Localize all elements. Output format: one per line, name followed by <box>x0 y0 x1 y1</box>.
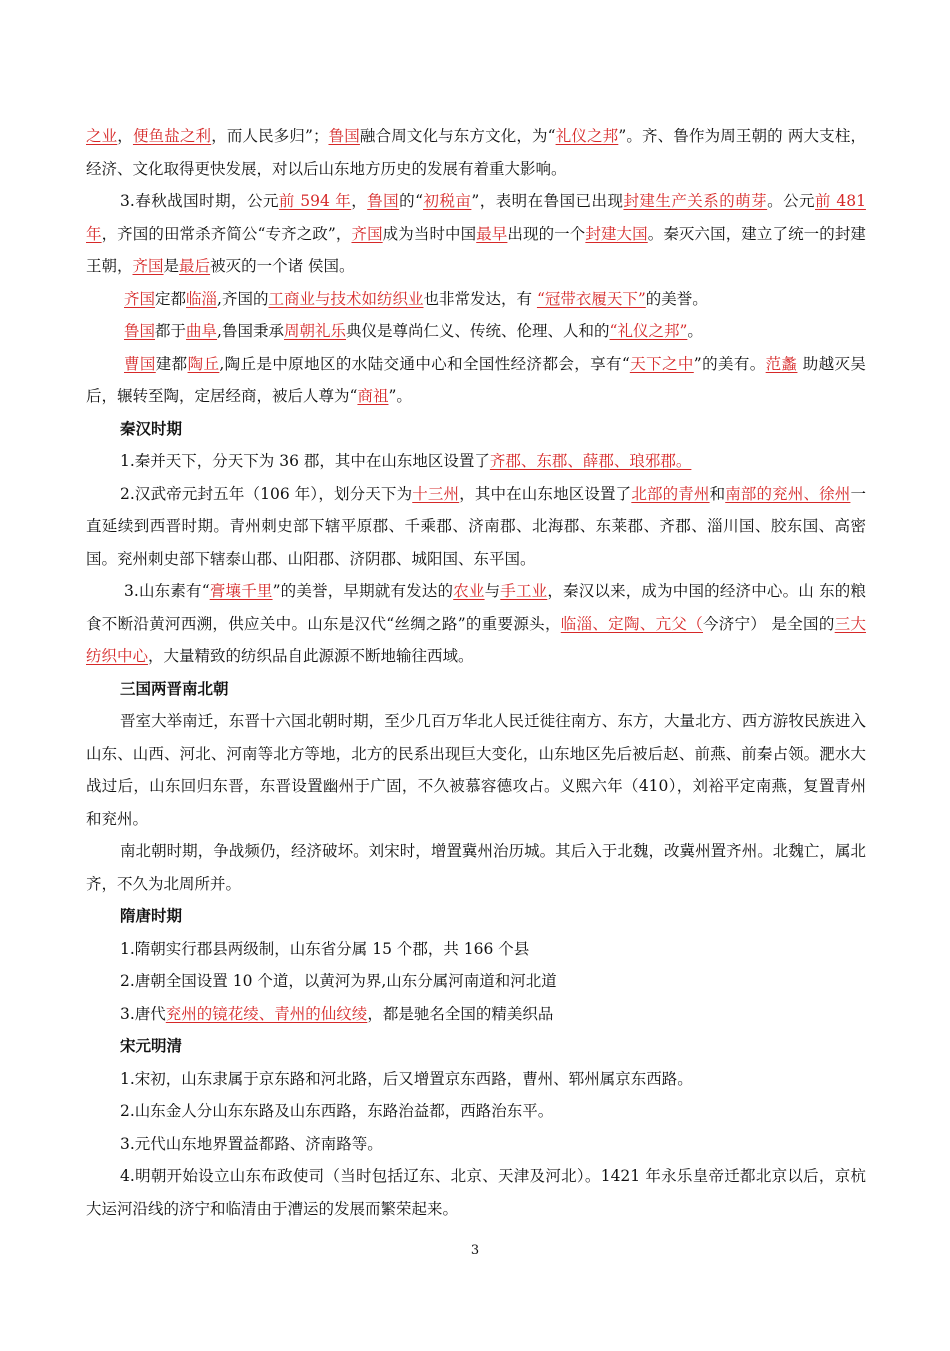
highlighted-term: 最早 <box>476 224 508 243</box>
highlighted-term: “礼仪之邦” <box>609 322 688 340</box>
text-run: 今济宁） 是全国的 <box>703 614 835 633</box>
highlighted-term: 封建生产关系的萌芽 <box>623 192 768 210</box>
highlighted-term: 礼仪之邦 <box>555 127 619 145</box>
text-run: 融合周文化与东方文化，为“ <box>359 127 556 145</box>
highlighted-term: 三大纺织中心 <box>86 614 866 665</box>
text-run: 和 <box>709 484 726 503</box>
text-run: 典仪是尊尚仁义、传统、伦理、人和的 <box>346 322 610 340</box>
text-run: ”，表明在鲁国已出现 <box>471 192 624 210</box>
paragraph <box>86 185 866 283</box>
highlighted-term: 前 594 年 <box>278 192 352 210</box>
text-run: 1.隋朝实行郡县两级制，山东省分属 15 个郡，共 166 个县 <box>120 939 530 958</box>
highlighted-term: 商祖 <box>357 387 389 405</box>
paragraph <box>86 348 866 413</box>
highlighted-term: 齐国 <box>124 289 156 308</box>
highlighted-term: 兖州的镜花绫、青州的仙纹绫 <box>165 1004 368 1023</box>
text-run: ， <box>117 127 133 145</box>
highlighted-term: 便鱼盐之利 <box>132 127 212 145</box>
text-run: ，秦汉以来，成为中国的经济中心。山 东的粮食不断沿黄河西溯，供应关中。山东是汉代“丝绸之路”的重要源头， <box>86 582 866 633</box>
paragraph <box>86 933 866 966</box>
text-run: 出现的一个 <box>507 224 586 243</box>
paragraph <box>86 478 866 576</box>
paragraph <box>86 120 866 185</box>
paragraph <box>86 315 866 348</box>
highlighted-term: 天下之中 <box>629 354 694 373</box>
highlighted-term: 工商业与技术如纺织业 <box>268 289 424 308</box>
text-run: 助越灭吴后，辗转至陶，定居经商，被后人尊为“ <box>86 354 866 405</box>
text-run: 3.春秋战国时期，公元 <box>120 192 279 210</box>
paragraph <box>86 445 866 478</box>
text-run: 建都 <box>155 354 188 373</box>
text-run: 2.山东金人分山东东路及山东西路，东路治益都，西路治东平。 <box>120 1102 554 1120</box>
text-run: 是 <box>163 257 180 275</box>
highlighted-term: 之业 <box>86 127 118 145</box>
text-run: ，大量精致的纺织品自此源源不断地输往西域。 <box>148 647 474 665</box>
highlighted-term: 南部的兖州、徐州 <box>725 484 851 503</box>
text-run: ，其中在山东地区设置了 <box>459 484 632 503</box>
paragraph <box>86 998 866 1031</box>
text-run: 3.山东素有“ <box>124 582 210 600</box>
text-run: 的“ <box>399 192 424 210</box>
text-run: ,陶丘是中原地区的水陆交通中心和全国性经济都会，享有“ <box>219 354 630 373</box>
paragraph <box>86 575 866 673</box>
section-heading <box>86 673 866 706</box>
text-run: ，齐国的田常杀齐简公“专齐之政”， <box>101 224 352 243</box>
text-run: 秦汉时期 <box>120 418 183 438</box>
highlighted-term: 齐郡、东郡、薛郡、琅邪郡。 <box>489 452 692 470</box>
highlighted-term: 曲阜 <box>186 322 218 340</box>
text-run: 三国两晋南北朝 <box>120 678 229 698</box>
highlighted-term: 鲁国 <box>124 322 156 340</box>
highlighted-term: 农业 <box>453 582 485 600</box>
highlighted-term: 陶丘 <box>187 354 220 373</box>
text-run: ”。 <box>388 387 412 405</box>
text-run: 定都 <box>155 289 187 308</box>
paragraph <box>86 1128 866 1161</box>
paragraph <box>86 1095 866 1128</box>
text-run: ，而人民多归”； <box>211 127 329 145</box>
highlighted-term: “冠带衣履天下” <box>536 289 646 308</box>
paragraph <box>86 1160 866 1225</box>
text-run: 1.秦并天下，分天下为 36 郡，其中在山东地区设置了 <box>120 452 490 470</box>
paragraph <box>86 283 866 316</box>
highlighted-term: 最后 <box>179 257 211 275</box>
text-run: 1.宋初，山东隶属于京东路和河北路，后又增置京东西路，曹州、郓州属京东西路。 <box>120 1069 693 1088</box>
highlighted-term: 临淄、定陶、亢父（ <box>560 614 703 633</box>
text-run: ”。齐、鲁作为周王朝的 两大支柱，经济、文化取得更快发展，对以后山东地方历史的发展有着重大影响。 <box>86 127 866 178</box>
paragraph <box>86 835 866 900</box>
text-run: 晋室大举南迁，东晋十六国北朝时期，至少几百万华北人民迁徙往南方、东方，大量北方、西方游牧民族进入山东、山西、河北、河南等北方等地，北方的民系出现巨大变化，山东地区先后被后赵、前燕、前秦占领。淝水大战过后，山东回归东晋，东晋设置幽州于广固，不久被慕容德攻占。义熙六年（410），刘裕平定南燕，复置青州和兖州。 <box>86 712 866 828</box>
text-run: 一直延续到西晋时期。青州刺史部下辖平原郡、千乘郡、济南郡、北海郡、东莱郡、齐郡、淄川国、胶东国、高密国。兖州刺史部下辖泰山郡、山阳郡、济阴郡、城阳国、东平国。 <box>86 484 866 568</box>
text-run: 成为当时中国 <box>382 224 477 243</box>
document-body <box>86 120 866 1225</box>
text-run: 的美誉。 <box>645 289 708 308</box>
paragraph <box>86 1063 866 1096</box>
highlighted-term: 曹国 <box>124 354 156 373</box>
highlighted-term: 临淄 <box>186 289 218 308</box>
highlighted-term: 齐国 <box>132 257 164 275</box>
highlighted-term: 齐国 <box>351 224 383 243</box>
highlighted-term: 周朝礼乐 <box>283 322 346 340</box>
text-run: 。 <box>687 322 703 340</box>
text-run: 与 <box>484 582 501 600</box>
text-run: 被灭的一个诸 侯国。 <box>210 257 355 275</box>
highlighted-term: 前 481 年 <box>86 192 866 243</box>
text-run: ”的美誉，早期就有发达的 <box>272 582 454 600</box>
section-heading <box>86 413 866 446</box>
highlighted-term: 封建大国 <box>585 224 648 243</box>
text-run: 3.唐代 <box>120 1004 166 1023</box>
text-run: 2.唐朝全国设置 10 个道，以黄河为界,山东分属河南道和河北道 <box>120 972 557 990</box>
text-run: ， <box>351 192 368 210</box>
text-run: 也非常发达，有 <box>423 289 537 308</box>
text-run: ,鲁国秉承 <box>217 322 284 340</box>
highlighted-term: 膏壤千里 <box>209 582 273 600</box>
text-run: 2.汉武帝元封五年（106 年），划分天下为 <box>120 484 413 503</box>
text-run: ，都是驰名全国的精美织品 <box>367 1004 554 1023</box>
text-run: 隋唐时期 <box>120 906 183 925</box>
highlighted-term: 十三州 <box>412 484 460 503</box>
text-run: 宋元明清 <box>120 1036 183 1055</box>
highlighted-term: 鲁国 <box>328 127 360 145</box>
paragraph <box>86 965 866 998</box>
text-run: 南北朝时期，争战频仍，经济破坏。刘宋时，增置冀州治历城。其后入于北魏，改冀州置齐州。北魏亡，属北齐，不久为北周所并。 <box>86 842 866 893</box>
text-run: 。公元 <box>767 192 815 210</box>
section-heading <box>86 900 866 933</box>
page-number: 3 <box>470 1243 480 1258</box>
text-run: 都于 <box>155 322 187 340</box>
text-run: ,齐国的 <box>217 289 269 308</box>
text-run: ”的美有。 <box>693 354 766 373</box>
text-run: 。秦灭六国，建立了统一的封建王朝， <box>86 224 866 275</box>
text-run: 3.元代山东地界置益都路、济南路等。 <box>120 1134 383 1153</box>
paragraph <box>86 705 866 835</box>
highlighted-term: 初税亩 <box>423 192 472 210</box>
section-heading <box>86 1030 866 1063</box>
highlighted-term: 鲁国 <box>367 192 400 210</box>
highlighted-term: 北部的青州 <box>631 484 710 503</box>
highlighted-term: 手工业 <box>500 582 548 600</box>
highlighted-term: 范蠡 <box>765 354 798 373</box>
text-run: 4.明朝开始设立山东布政使司（当时包括辽东、北京、天津及河北）。1421 年永乐皇帝迁都北京以后，京杭大运河沿线的济宁和临清由于漕运的发展而繁荣起来。 <box>86 1167 866 1218</box>
